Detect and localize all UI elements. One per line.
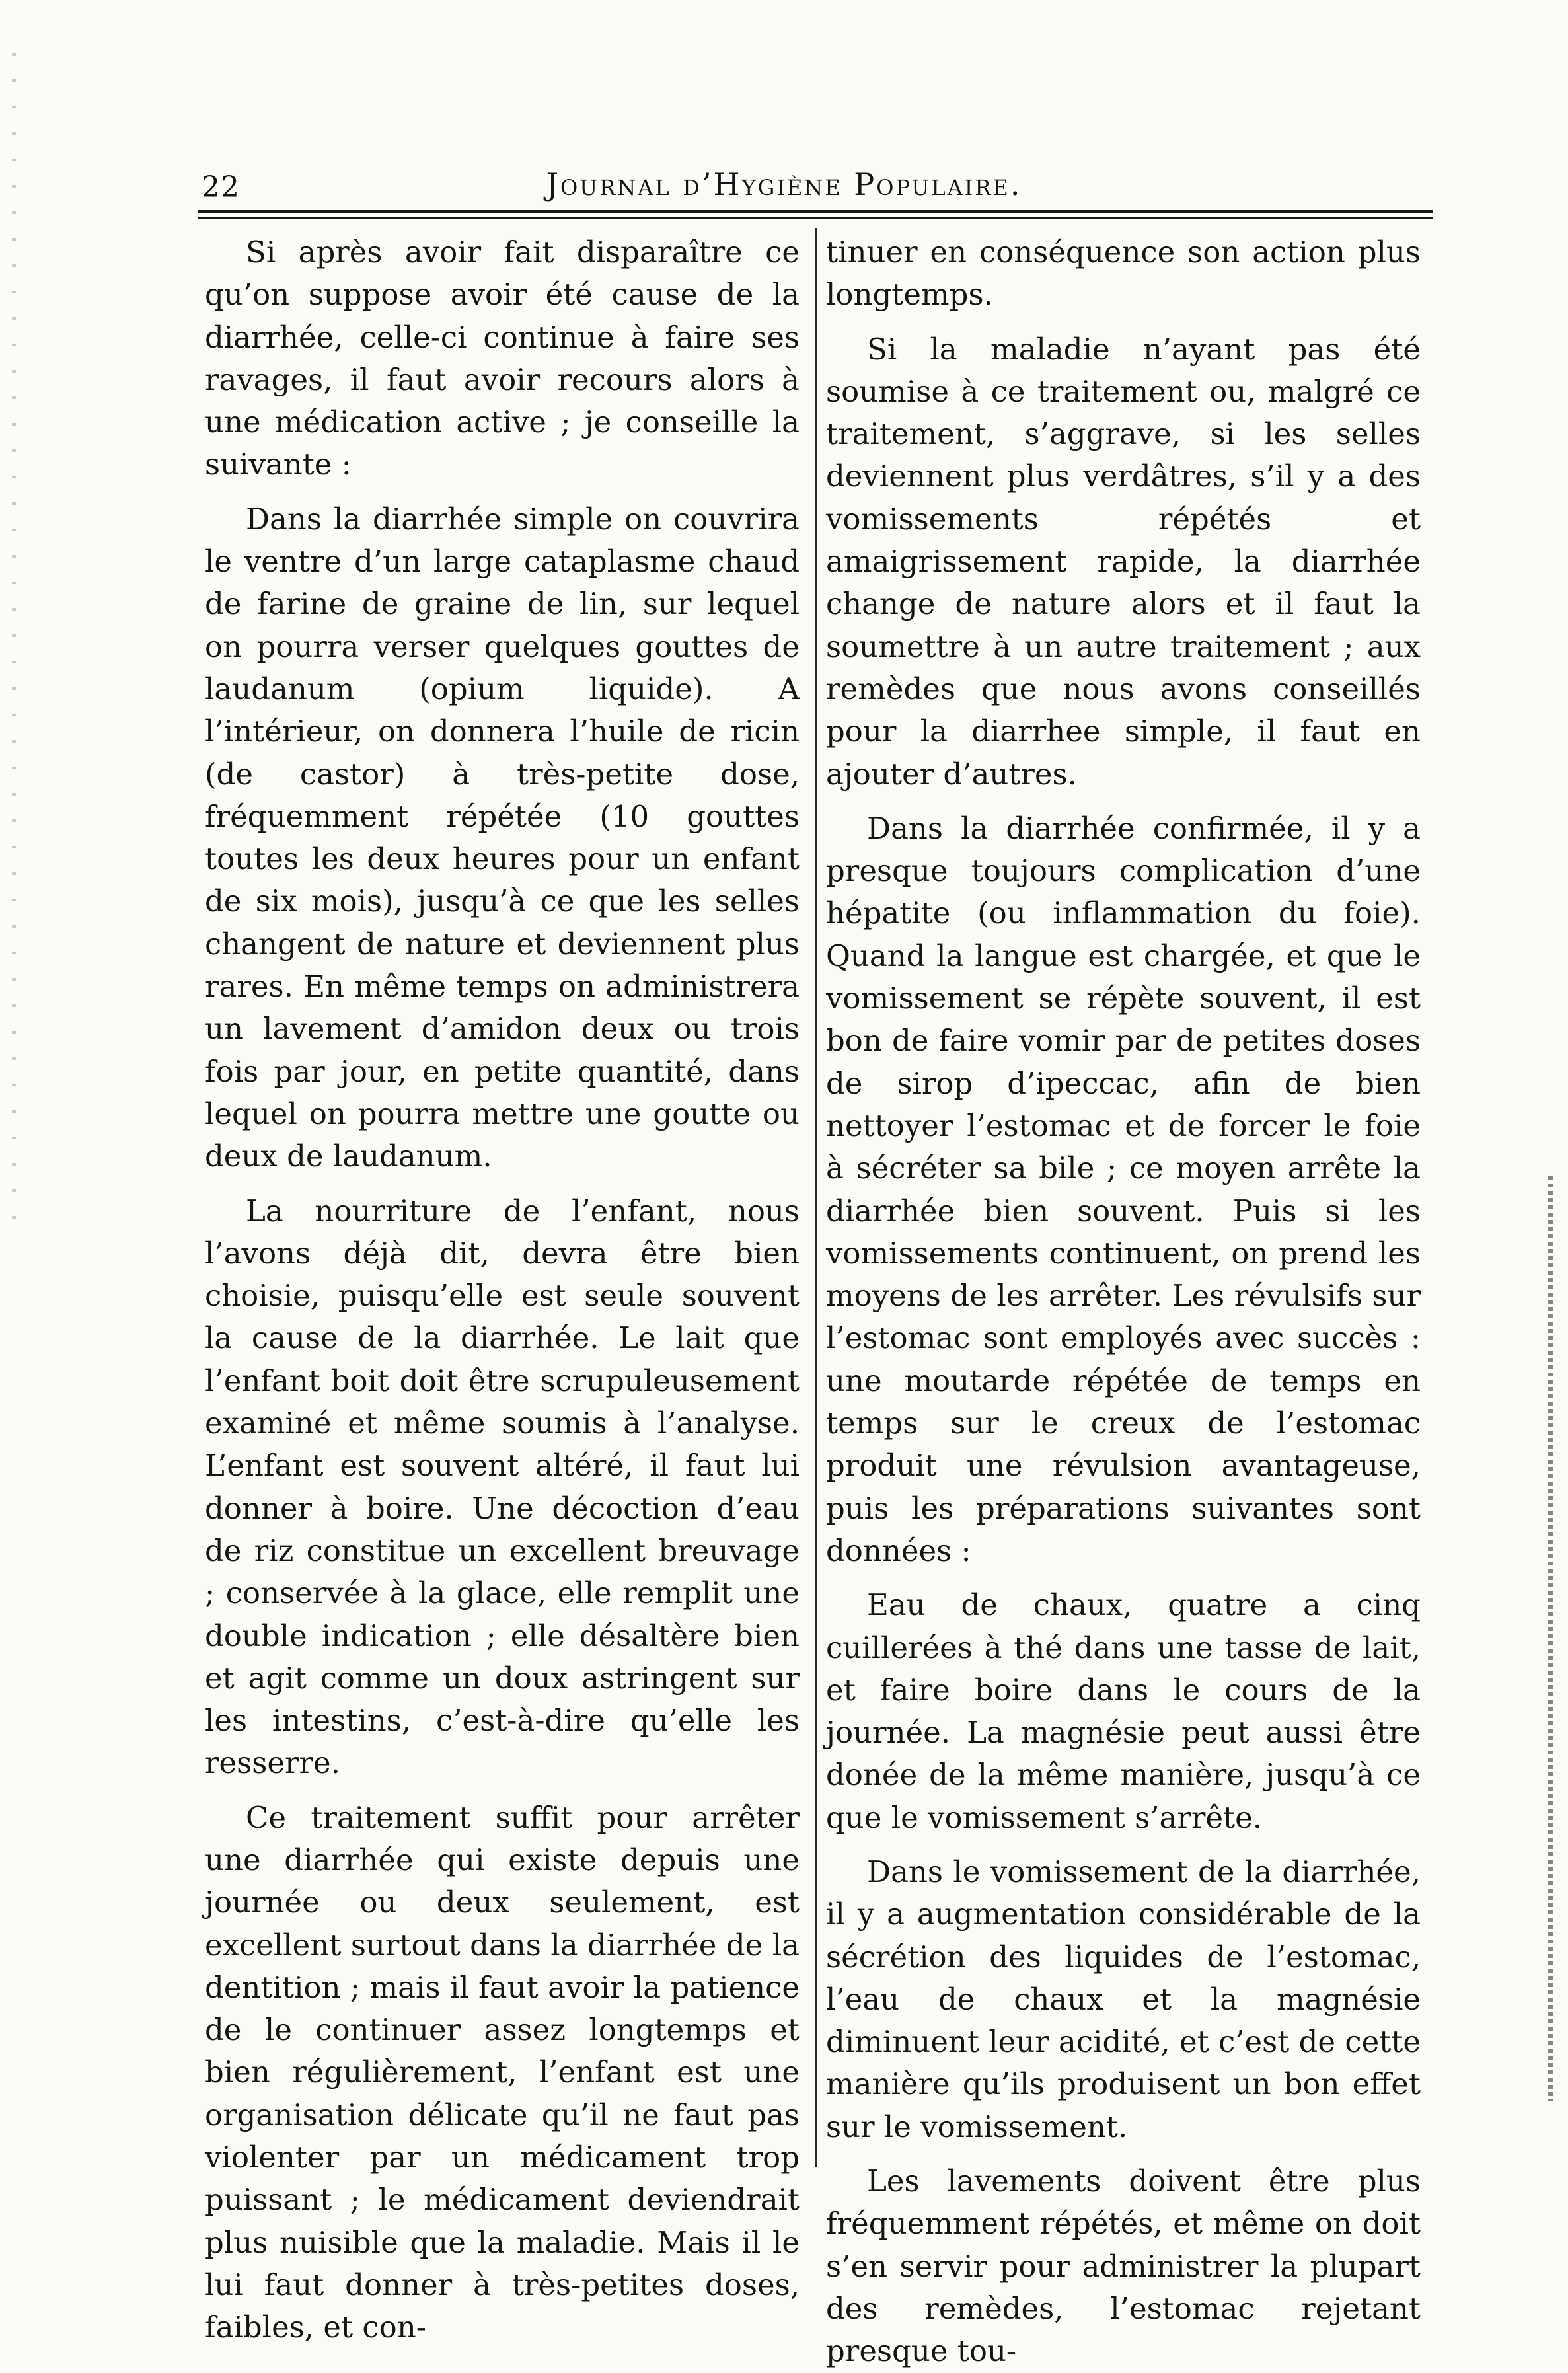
paragraph: Les lavements doivent être plus fréquemment répétés, et même on doit s’en servir pour administrer la plupart des remèdes, l’estomac rejetant presque tou- — [826, 2164, 1421, 2369]
paragraph: Dans la diarrhée confirmée, il y a presque toujours complication d’une hépatite (ou inflammation du foie). Quand la langue est chargée, et que le vomissement se répète souvent, il est bon de faire vomir par de petites doses de sirop d’ipeccac, afin de bien nettoyer l’estomac et de forcer le foie à sécréter sa bile ; ce moyen arrête la diarrhée bien souvent. Puis si les vomissements continuent, on prend les moyens de les arrêter. Les révulsifs sur l’estomac sont employés avec succès : une moutarde répétée de temps en temps sur le creux de l’estomac produit une révulsion avantageuse, puis les préparations suivantes sont données : — [826, 810, 1421, 1568]
header-rule — [198, 210, 1433, 213]
paragraph: Ce traitement suffit pour arrêter une diarrhée qui existe depuis une journée ou deux seulement, est excellent surtout dans la diarrhée de la dentition ; mais il faut avoir la patience de le continuer assez longtemps et bien régulièrement, l’enfant est une organisation délicate qu’il ne faut pas violenter par un médicament trop puissant ; le médicament deviendrait plus nuisible que la maladie. Mais il le lui faut donner à très-petites doses, faibles, et con- — [205, 1799, 800, 2345]
page-number: 22 — [202, 170, 240, 204]
paragraph: Dans le vomissement de la diarrhée, il y a augmentation considérable de la sécrétion des liquides de l’estomac, l’eau de chaux et la magnésie diminuent leur acidité, et c’est de cette manière qu’ils produisent un bon effet sur le vomissement. — [826, 1854, 1421, 2144]
scan-margin-mark — [12, 53, 16, 1242]
column-divider — [815, 228, 817, 2167]
paragraph: La nourriture de l’enfant, nous l’avons déjà dit, devra être bien choisie, puisqu’elle est seule souvent la cause de la diarrhée. Le lait que l’enfant boit doit être scrupuleusement examiné et même soumis à l’analyse. L’enfant est souvent altéré, il faut lui donner à boire. Une décoction d’eau de riz constitue un excellent breuvage ; conservée à la glace, elle remplit une double indication ; elle désaltère bien et agit comme un doux astringent sur les intestins, c’est-à-dire qu’elle les resserre. — [205, 1193, 800, 1781]
paragraph: Si après avoir fait disparaître ce qu’on suppose avoir été cause de la diarrhée, celle-ci continue à faire ses ravages, il faut avoir recours alors à une médication active ; je conseille la suivante : — [205, 235, 800, 482]
paragraph: Eau de chaux, quatre a cinq cuillerées à thé dans une tasse de lait, et faire boire dans le cours de la journée. La magnésie peut aussi être donée de la même manière, jusqu’à ce que le vomissement s’arrête. — [826, 1587, 1421, 1835]
paragraph: Si la maladie n’ayant pas été soumise à ce traitement ou, malgré ce traitement, s’aggrave, si les selles deviennent plus verdâtres, s’il y a des vomissements répétés et amaigrissement rapide, la diarrhée change de nature alors et il faut la soumettre à un autre traitement ; aux remèdes que nous avons conseillés pour la diarrhee simple, il faut en ajouter d’autres. — [826, 331, 1421, 792]
right-column — [826, 231, 1421, 2373]
paragraph-continuation: tinuer en conséquence son action plus longtemps. — [826, 235, 1421, 313]
binding-edge-mark — [1548, 1176, 1553, 2101]
paragraph: Dans la diarrhée simple on couvrira le ventre d’un large cataplasme chaud de farine de graine de lin, sur lequel on pourra verser quelques gouttes de laudanum (opium liquide). A l’intérieur, on donnera l’huile de ricin (de castor) à très-petite dose, fréquemment répétée (10 gouttes toutes les deux heures pour un enfant de six mois), jusqu’à ce que les selles changent de nature et deviennent plus rares. En même temps on administrera un lavement d’amidon deux ou trois fois par jour, en petite quantité, dans lequel on pourra mettre une goutte ou deux de laudanum. — [205, 501, 800, 1174]
header-rule-thin — [198, 217, 1433, 219]
running-title: Journal d’Hygiène Populaire. — [546, 167, 1022, 202]
left-column — [205, 231, 800, 2349]
